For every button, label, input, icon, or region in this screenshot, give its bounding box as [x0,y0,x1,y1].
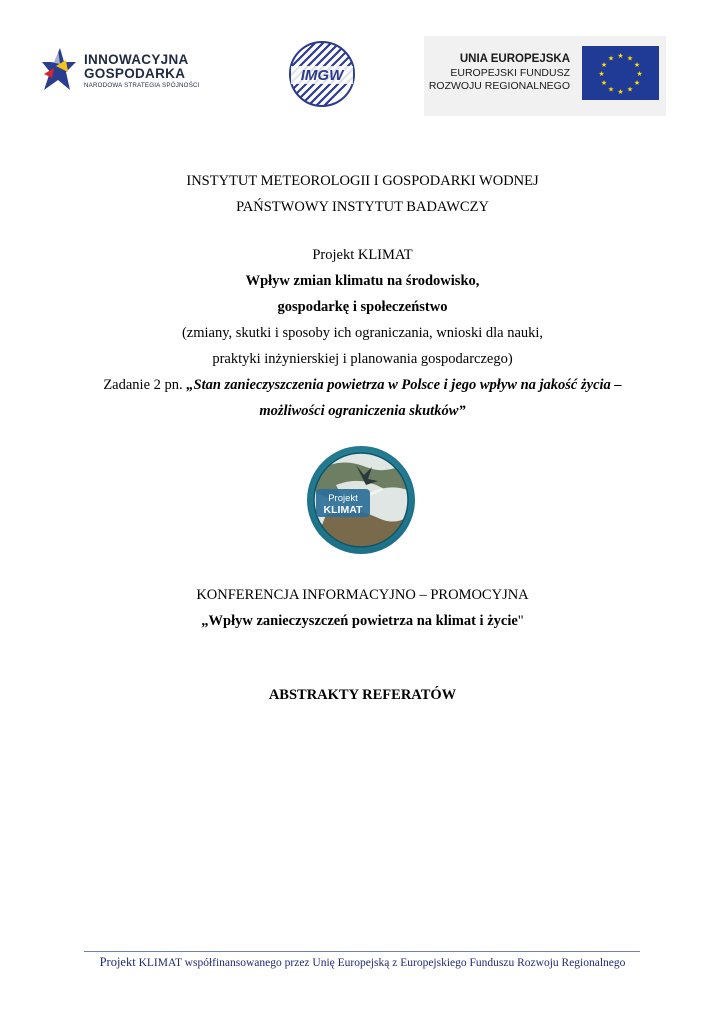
svg-text:★: ★ [626,54,634,63]
emblem-line2: KLIMAT [323,504,363,516]
conference-type: KONFERENCJA INFORMACYJNO – PROMOCYJNA [196,587,529,603]
ig-line2: GOSPODARKA [84,66,186,81]
svg-text:★: ★ [607,54,615,63]
institute-block [0,168,725,220]
task-title-line2: możliwości ograniczenia skutków” [259,403,466,419]
conference-title-text: Wpływ zanieczyszczeń powietrza na klimat i życie [208,613,518,629]
imgw-logo [288,40,356,108]
eu-line2: EUROPEJSKI FUNDUSZ [450,67,570,79]
project-description-line2: praktyki inżynierskiej i planowania gospodarczego) [212,351,513,367]
abstracts-heading: ABSTRAKTY REFERATÓW [268,687,457,703]
task-title-line1: „Stan zanieczyszczenia powietrza w Polsce i jego wpływ na jakość życia – [186,377,622,393]
footer-rest: KLIMAT współfinansowanego przez Unię Europejską z Europejskiego Funduszu Rozwoju Regionalnego [135,957,626,969]
project-title-line1: Wpływ zmian klimatu na środowisko, [245,273,480,289]
institute-status: PAŃSTWOWY INSTYTUT BADAWCZY [236,199,489,215]
svg-text:★: ★ [633,61,641,69]
task-prefix: Zadanie 2 pn. [103,377,187,393]
project-title-line2: gospodarkę i społeczeństwo [277,299,448,315]
ig-line1: INNOWACYJNA [84,52,189,67]
footer-text [0,955,725,970]
svg-text:★: ★ [617,88,624,96]
imgw-letters: IMGW [300,67,344,84]
eu-line3: ROZWOJU REGIONALNEGO [428,80,570,92]
imgw-logo-icon [288,40,356,108]
svg-text:★: ★ [626,85,634,94]
header-logos [0,0,725,130]
eu-line1: UNIA EUROPEJSKA [459,53,570,65]
task-line [0,372,725,398]
ig-subtitle: NARODOWA STRATEGIA SPÓJNOŚCI [84,82,200,89]
svg-text:★: ★ [600,79,608,87]
eu-text [429,52,570,93]
institute-name: INSTYTUT METEOROLOGII I GOSPODARKI WODNEJ [186,173,539,189]
project-name: Projekt KLIMAT [312,247,413,263]
conference-quote-open: „ [201,613,209,629]
innowacyjna-gospodarka-logo [40,44,210,104]
conference-quote-close: " [517,613,524,629]
conference-title [0,608,725,634]
svg-text:★: ★ [600,61,608,69]
svg-text:★: ★ [633,79,641,87]
emblem-line1: Projekt [328,493,358,504]
project-description-line1: (zmiany, skutki i sposoby ich ograniczania, wnioski dla nauki, [181,325,544,341]
innowacyjna-gospodarka-star-icon [40,46,80,96]
footer-first-word: Projekt [99,955,136,969]
eu-logo [424,36,666,116]
footer-divider [84,951,640,952]
svg-text:★: ★ [617,52,624,60]
innowacyjna-gospodarka-text [84,53,200,90]
svg-text:★: ★ [636,70,643,78]
project-block [0,242,725,424]
svg-text:★: ★ [607,85,615,94]
projekt-klimat-globe-icon [306,445,416,555]
conference-block [0,582,725,634]
eu-flag-icon [582,46,659,100]
svg-text:★: ★ [598,70,605,78]
